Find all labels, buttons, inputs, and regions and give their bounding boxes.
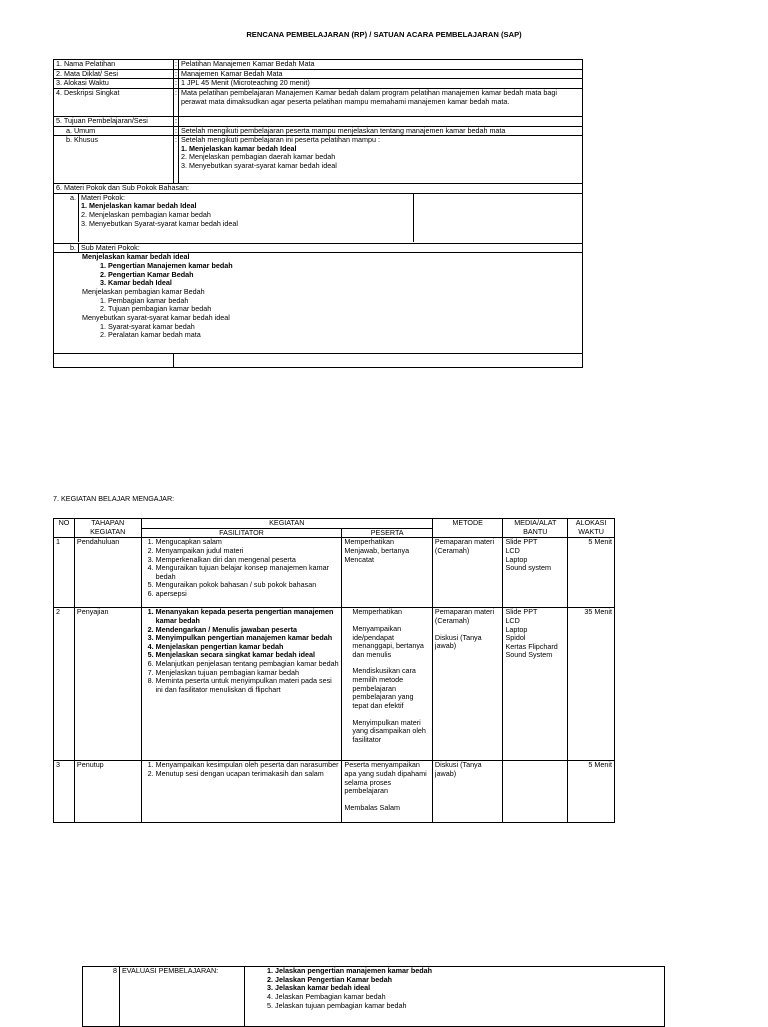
row-label: 3. Alokasi Waktu [54, 79, 174, 89]
table-row [54, 193, 583, 243]
materi-b-letter: b. [54, 244, 79, 253]
list-item: 6. Melanjutkan penjelasan tentang pembagian kamar bedah [156, 660, 340, 669]
tujuan-umum-label: a. Umum [54, 126, 174, 136]
kegiatan-title: 7. KEGIATAN BELAJAR MENGAJAR: [53, 494, 175, 503]
materi-pokok: Materi Pokok: 1. Menjelaskan kamar bedah Ideal 2. Menjelaskan pembagian kamar bedah 3. Menyebutkan Syarat-syarat kamar bedah ideal [79, 194, 414, 242]
tujuan-umum-value: Setelah mengikuti pembelajaran peserta mampu menjelaskan tentang manajemen kamar bedah mata [179, 126, 583, 136]
table-row [54, 79, 583, 89]
list-item: 5. Jelaskan tujuan pembagian kamar bedah [275, 1002, 662, 1011]
cell-tahapan: Pendahuluan [74, 538, 141, 608]
cell-peserta: Memperhatikan Menjawab, bertanya Mencatat [342, 538, 433, 608]
row-separator: : [174, 88, 179, 116]
list-item: 4. Menjelaskan pengertian kamar bedah [156, 643, 340, 652]
list-item: 3. Menyebutkan syarat-syarat kamar bedah ideal [181, 161, 337, 171]
tujuan-khusus-value: Setelah mengikuti pembelajaran ini peserta pelatihan mampu : 1. Menjelaskan kamar bedah Ideal 2. Menjelaskan pembagian daerah kamar bedah 3. Menyebutkan syarat-syarat kamar bedah ideal [179, 136, 583, 184]
table-row [54, 761, 615, 823]
evaluasi-items [245, 967, 665, 1027]
table-row [83, 967, 665, 1027]
materi-label: 6. Materi Pokok dan Sub Pokok Bahasan: [54, 184, 583, 194]
cell-metode: Pemaparan materi (Ceramah) Diskusi (Tanya jawab) [432, 608, 503, 761]
list-item: 2. Peralatan kamar bedah mata [108, 331, 580, 340]
page-title: RENCANA PEMBELAJARAN (RP) / SATUAN ACARA PEMBELAJARAN (SAP) [246, 30, 522, 39]
header-media: MEDIA/ALAT BANTU [503, 519, 568, 538]
evaluasi-no: 8 [83, 967, 120, 1027]
row-value: Mata pelatihan pembelajaran Manajemen Kamar bedah dalam program pelatihan manajemen kamar bedah mata bagi perawat mata dimaksudkan agar peserta pelatihan mampu memahami manajemen kamar bedah mata. [179, 88, 583, 116]
tujuan-label: 5. Tujuan Pembelajaran/Sesi [54, 116, 174, 126]
header-no: NO [54, 519, 75, 538]
header-peserta: PESERTA [342, 528, 433, 538]
table-row [54, 88, 583, 116]
table-row [54, 243, 583, 354]
evaluasi-table [82, 966, 665, 1027]
row-label: 1. Nama Pelatihan [54, 60, 174, 70]
row-separator: : [175, 115, 177, 125]
table-row [54, 69, 583, 79]
list-item: 4. Jelaskan Pembagian kamar bedah [275, 993, 662, 1002]
list-item: 3. Menyimpulkan pengertian manajemen kamar bedah [156, 634, 340, 643]
list-item: 1. Menjelaskan kamar bedah Ideal [81, 201, 197, 211]
cell-media: Slide PPT LCD Laptop Spidol Kertas Flipchard Sound System [503, 608, 568, 761]
cell-tahapan: Penutup [74, 761, 141, 823]
row-separator: : [175, 68, 177, 78]
header-metode: METODE [432, 519, 503, 538]
cell-metode: Pemaparan materi (Ceramah) [432, 538, 503, 608]
sub-materi-list: Menjelaskan kamar bedah ideal 1. Pengertian Manajemen kamar bedah 2. Pengertian Kamar Bedah 3. Kamar bedah Ideal Menjelaskan pembagian kamar Bedah 1. Pembagian kamar bedah 2. Tujuan pembagian kamar bedah Menyebutkan syarat-syarat kamar bedah ideal 1. Syarat-syarat kamar bedah 2. Peralatan kamar bedah mata [54, 253, 582, 354]
list-item: 1. Menanyakan kepada peserta pengertian manajemen kamar bedah [156, 608, 340, 625]
list-item: 1. Syarat-syarat kamar bedah [108, 323, 580, 332]
list-item: 3. Menyebutkan Syarat-syarat kamar bedah ideal [81, 218, 239, 228]
row-label: 4. Deskripsi Singkat [54, 88, 174, 116]
header-tahapan: TAHAPAN KEGIATAN [74, 519, 141, 538]
cell-no: 1 [54, 538, 75, 608]
header-fasilitator: FASILITATOR [141, 528, 342, 538]
materi-a-letter: a. [54, 194, 79, 242]
list-item: 3. Jelaskan kamar bedah ideal [275, 984, 662, 993]
cell-alokasi: 5 Menit [568, 538, 615, 608]
table-header-row [54, 519, 615, 529]
cell-fasilitator [141, 761, 342, 823]
row-label: 2. Mata Diklat/ Sesi [54, 69, 174, 79]
sub-materi-title: Sub Materi Pokok: [79, 244, 583, 253]
cell-fasilitator [141, 538, 342, 608]
cell-fasilitator [141, 608, 342, 761]
cell-metode: Diskusi (Tanya jawab) [432, 761, 503, 823]
list-item: 1. Pengertian Manajemen kamar bedah [108, 262, 580, 271]
row-separator: : [175, 59, 177, 68]
kegiatan-table [53, 518, 615, 823]
list-item: 2. Menjelaskan pembagian kamar bedah [81, 210, 211, 220]
list-item: 1. Pembagian kamar bedah [108, 297, 580, 306]
list-item: 2. Pengertian Kamar Bedah [108, 271, 580, 280]
table-row [54, 184, 583, 194]
table-row: a. Umum : Setelah mengikuti pembelajaran peserta mampu menjelaskan tentang manajemen kamar bedah mata [54, 126, 583, 136]
list-item: 3. Kamar bedah Ideal [108, 279, 580, 288]
cell-media: Slide PPT LCD Laptop Sound system [503, 538, 568, 608]
list-item: 7. Menjelaskan tujuan pembagian kamar bedah [156, 669, 340, 678]
list-item: 2. Mendengarkan / Menulis jawaban peserta [156, 626, 340, 635]
list-item: 3. Memperkenalkan diri dan mengenal peserta [156, 556, 340, 565]
row-separator: : [175, 78, 177, 88]
list-item: 2. Jelaskan Pengertian Kamar bedah [275, 976, 662, 985]
list-item: 6. apersepsi [156, 590, 340, 599]
list-item: 1. Menyampaikan kesimpulan oleh peserta dan narasumber [156, 761, 340, 770]
row-value: 1 JPL 45 Menit (Microteaching 20 menit) [179, 79, 583, 89]
table-row [54, 608, 615, 761]
list-item: 5. Menjelaskan secara singkat kamar bedah ideal [156, 651, 340, 660]
list-item: 1. Jelaskan pengertian manajemen kamar bedah [275, 967, 662, 976]
cell-no: 2 [54, 608, 75, 761]
list-item: 2. Menyampaikan judul materi [156, 547, 340, 556]
list-item: 1. Menjelaskan kamar bedah Ideal [181, 143, 297, 153]
cell-peserta: Peserta menyampaikan apa yang sudah dipahami selama proses pembelajaran Membalas Salam [342, 761, 433, 823]
cell-alokasi: 5 Menit [568, 761, 615, 823]
list-item: 2. Tujuan pembagian kamar bedah [108, 305, 580, 314]
rp-identity-table [53, 59, 583, 368]
cell-media [503, 761, 568, 823]
table-row [54, 354, 583, 368]
table-row [54, 538, 615, 608]
table-row [54, 116, 583, 126]
list-item: 4. Menguraikan tujuan belajar konsep manajemen kamar bedah [156, 564, 340, 581]
list-item: 1. Mengucapkan salam [156, 538, 340, 547]
list-item: 5. Menguraikan pokok bahasan / sub pokok bahasan [156, 581, 340, 590]
row-value: Manajemen Kamar Bedah Mata [179, 69, 583, 79]
list-item: 2. Menjelaskan pembagian daerah kamar bedah [181, 152, 336, 162]
list-item: 8. Meminta peserta untuk menyimpulkan materi pada sesi ini dan fasilitator menuliskan di flipchart [156, 677, 340, 694]
list-item: 2. Menutup sesi dengan ucapan terimakasih dan salam [156, 770, 340, 779]
row-value: Pelatihan Manajemen Kamar Bedah Mata [179, 60, 583, 70]
tujuan-khusus-label: b. Khusus [54, 136, 174, 184]
cell-no: 3 [54, 761, 75, 823]
table-row: b. Khusus : Setelah mengikuti pembelajaran ini peserta pelatihan mampu : 1. Menjelaskan kamar bedah Ideal 2. Menjelaskan pembagian daerah kamar bedah 3. Menyebutkan syarat-syarat kamar bedah ideal [54, 136, 583, 184]
header-kegiatan: KEGIATAN [141, 519, 432, 529]
table-row [54, 60, 583, 70]
evaluasi-label: EVALUASI PEMBELAJARAN: [120, 967, 245, 1027]
cell-alokasi: 35 Menit [568, 608, 615, 761]
cell-peserta: Memperhatikan Menyampaikan ide/pendapat menanggapi, bertanya dan menulis Mendiskusikan cara memilih metode pembelajaran pembelajaran yang tepat dan efektif Menyimpulkan materi yang disampaikan oleh fasilitator [342, 608, 433, 761]
header-alokasi: ALOKASI WAKTU [568, 519, 615, 538]
cell-tahapan: Penyajian [74, 608, 141, 761]
